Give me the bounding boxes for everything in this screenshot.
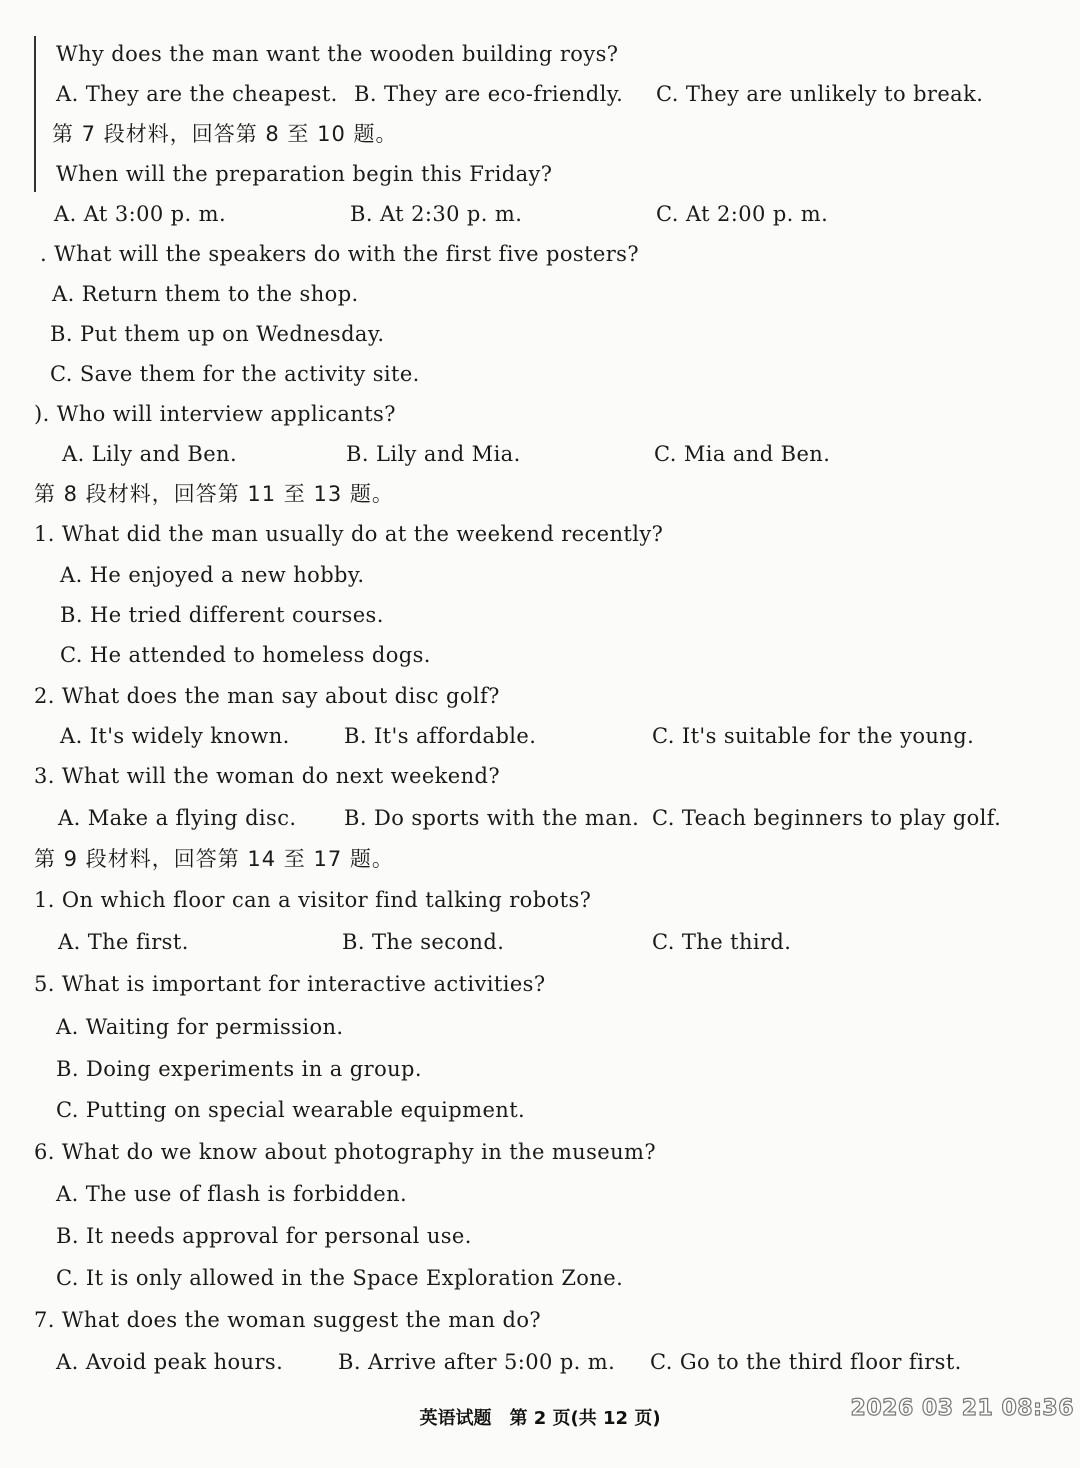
section-header-7: 第 7 段材料，回答第 8 至 10 题。 bbox=[52, 122, 398, 146]
q7-option-c: C. They are unlikely to break. bbox=[656, 82, 984, 106]
question-14-stem: 1. On which floor can a visitor find talking robots? bbox=[34, 888, 592, 912]
question-10-stem: ). Who will interview applicants? bbox=[34, 402, 396, 426]
q12-option-c: C. It's suitable for the young. bbox=[652, 724, 975, 748]
q14-option-b: B. The second. bbox=[342, 930, 505, 954]
q14-option-c: C. The third. bbox=[652, 930, 792, 954]
q15-option-c: C. Putting on special wearable equipment. bbox=[56, 1098, 526, 1122]
q12-option-a: A. It's widely known. bbox=[60, 724, 290, 748]
q8-option-c: C. At 2:00 p. m. bbox=[656, 202, 829, 226]
q10-option-a: A. Lily and Ben. bbox=[62, 442, 238, 466]
question-15-stem: 5. What is important for interactive activities? bbox=[34, 972, 546, 996]
q17-option-a: A. Avoid peak hours. bbox=[56, 1350, 284, 1374]
question-17-stem: 7. What does the woman suggest the man do? bbox=[34, 1308, 542, 1332]
q10-option-b: B. Lily and Mia. bbox=[346, 442, 521, 466]
q16-option-a: A. The use of flash is forbidden. bbox=[56, 1182, 408, 1206]
question-8-stem: When will the preparation begin this Friday? bbox=[56, 162, 553, 186]
q17-option-b: B. Arrive after 5:00 p. m. bbox=[338, 1350, 616, 1374]
q14-option-a: A. The first. bbox=[58, 930, 189, 954]
q12-option-b: B. It's affordable. bbox=[344, 724, 537, 748]
q9-option-b: B. Put them up on Wednesday. bbox=[50, 322, 385, 346]
question-13-stem: 3. What will the woman do next weekend? bbox=[34, 764, 501, 788]
q8-option-b: B. At 2:30 p. m. bbox=[350, 202, 523, 226]
q9-option-a: A. Return them to the shop. bbox=[52, 282, 359, 306]
q16-option-b: B. It needs approval for personal use. bbox=[56, 1224, 472, 1248]
q16-option-c: C. It is only allowed in the Space Exploration Zone. bbox=[56, 1266, 624, 1290]
question-12-stem: 2. What does the man say about disc golf? bbox=[34, 684, 500, 708]
q7-option-a: A. They are the cheapest. bbox=[56, 82, 338, 106]
question-11-stem: 1. What did the man usually do at the weekend recently? bbox=[34, 522, 664, 546]
question-7-stem: Why does the man want the wooden building roys? bbox=[56, 42, 619, 66]
timestamp-stamp: 2026 03 21 08:36 bbox=[850, 1396, 1074, 1421]
q13-option-c: C. Teach beginners to play golf. bbox=[652, 806, 1002, 830]
q15-option-a: A. Waiting for permission. bbox=[56, 1015, 344, 1039]
q15-option-b: B. Doing experiments in a group. bbox=[56, 1057, 422, 1081]
question-16-stem: 6. What do we know about photography in the museum? bbox=[34, 1140, 657, 1164]
q9-option-c: C. Save them for the activity site. bbox=[50, 362, 420, 386]
q13-option-b: B. Do sports with the man. bbox=[344, 806, 640, 830]
q8-option-a: A. At 3:00 p. m. bbox=[54, 202, 227, 226]
q10-option-c: C. Mia and Ben. bbox=[654, 442, 831, 466]
section-header-9: 第 9 段材料，回答第 14 至 17 题。 bbox=[34, 847, 394, 871]
page-footer: 英语试题 第 2 页(共 12 页) bbox=[419, 1408, 661, 1429]
q17-option-c: C. Go to the third floor first. bbox=[650, 1350, 962, 1374]
section-header-8: 第 8 段材料，回答第 11 至 13 题。 bbox=[34, 482, 394, 506]
q11-option-a: A. He enjoyed a new hobby. bbox=[60, 563, 365, 587]
q7-option-b: B. They are eco-friendly. bbox=[354, 82, 624, 106]
question-9-stem: . What will the speakers do with the first five posters? bbox=[40, 242, 640, 266]
margin-mark bbox=[34, 36, 36, 192]
q11-option-b: B. He tried different courses. bbox=[60, 603, 384, 627]
q11-option-c: C. He attended to homeless dogs. bbox=[60, 643, 431, 667]
q13-option-a: A. Make a flying disc. bbox=[58, 806, 297, 830]
